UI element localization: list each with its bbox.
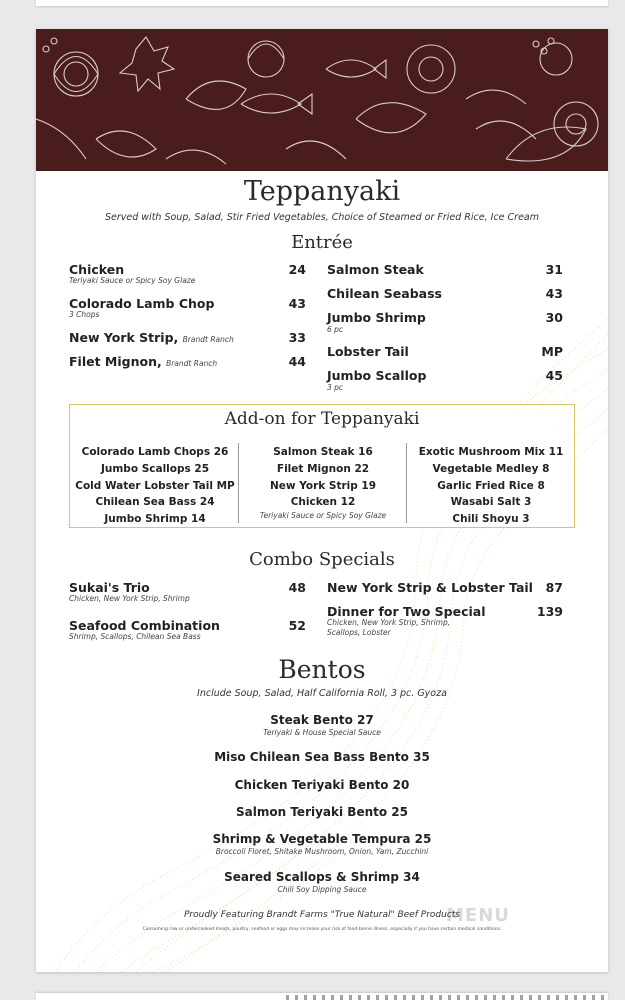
- next-page-edge: [36, 993, 608, 1000]
- menu-item-name: Jumbo Scallop: [327, 368, 427, 383]
- menu-page: [36, 29, 608, 972]
- bento-item: Shrimp & Vegetable Tempura 25: [212, 832, 432, 846]
- addon-column-3: [406, 444, 576, 528]
- menu-item-price: 48: [288, 580, 306, 595]
- menu-item-name: Chilean Seabass: [327, 286, 442, 301]
- menu-item-label: Filet Mignon,: [69, 354, 162, 369]
- bento-item-desc: Teriyaki & House Special Sauce: [263, 728, 381, 737]
- addon-item: Wasabi Salt 3: [450, 496, 532, 509]
- menu-item-name: Colorado Lamb Chop: [69, 296, 215, 311]
- menu-item-desc: Teriyaki Sauce or Spicy Soy Glaze: [69, 276, 196, 285]
- menu-item-desc: 6 pc: [327, 325, 344, 334]
- menu-item-price: 30: [545, 310, 563, 325]
- addon-box: [69, 404, 575, 528]
- menu-item-name: Dinner for Two Special: [327, 604, 486, 619]
- addon-item: New York Strip 19: [269, 479, 377, 492]
- watermark: MENU: [446, 905, 510, 926]
- menu-item-desc: Shrimp, Scallops, Chilean Sea Bass: [69, 632, 201, 641]
- menu-item-price: 87: [545, 580, 563, 595]
- menu-item-name: Chicken: [69, 262, 125, 277]
- addon-heading: Add-on for Teppanyaki: [224, 409, 420, 429]
- bento-item-desc: Broccoli Floret, Shitake Mushroom, Onion, Yam, Zucchini: [215, 847, 429, 856]
- addon-item: Chili Shoyu 3: [452, 513, 530, 526]
- addon-item: Colorado Lamb Chops 26: [81, 446, 229, 458]
- bento-item: Chicken Teriyaki Bento 20: [234, 778, 410, 792]
- menu-item-desc: Scallops, Lobster: [327, 628, 391, 637]
- addon-item: Garlic Fried Rice 8: [437, 479, 545, 492]
- menu-item-name: [69, 330, 234, 345]
- addon-item: Cold Water Lobster Tail MP: [75, 479, 235, 492]
- page-title: Teppanyaki: [243, 176, 401, 207]
- menu-item-label: New York Strip,: [69, 330, 179, 345]
- menu-item-price: 43: [545, 286, 563, 301]
- bento-item: Salmon Teriyaki Bento 25: [236, 805, 408, 819]
- menu-item-note: Brandt Ranch: [166, 359, 218, 368]
- addon-item: Vegetable Medley 8: [432, 462, 550, 475]
- menu-item-name: [69, 354, 217, 369]
- bentos-heading: Bentos: [278, 655, 366, 684]
- menu-item-desc: 3 Chops: [69, 310, 100, 319]
- menu-item-price: 52: [288, 618, 306, 633]
- menu-item-price: 24: [288, 262, 306, 277]
- menu-item-price: 139: [536, 604, 563, 619]
- menu-item-desc: 3 pc: [327, 383, 344, 392]
- addon-item: Salmon Steak 16: [273, 446, 373, 458]
- addon-column-1: [70, 444, 240, 528]
- menu-item-desc: Chicken, New York Strip, Shrimp: [69, 594, 190, 603]
- bento-item: Steak Bento 27: [270, 713, 374, 727]
- teppanyaki-subtitle: Served with Soup, Salad, Stir Fried Vegetables, Choice of Steamed or Fried Rice, Ice Cream: [104, 212, 539, 223]
- menu-item-price: MP: [541, 344, 563, 359]
- menu-item-price: 44: [288, 354, 306, 369]
- menu-item-price: 45: [545, 368, 563, 383]
- addon-item: Jumbo Scallops 25: [100, 462, 210, 475]
- fine-print: Consuming raw or undercooked meats, poultry, seafood or eggs may increase your risk of food-borne illness, especially if you have certain medical conditions.: [142, 927, 502, 932]
- menu-item-name: Salmon Steak: [327, 262, 424, 277]
- addon-item-note: Teriyaki Sauce or Spicy Soy Glaze: [259, 511, 387, 521]
- footer-note: Proudly Featuring Brandt Farms "True Natural" Beef Products: [183, 910, 461, 920]
- menu-item-price: 43: [288, 296, 306, 311]
- menu-item-note: Brandt Ranch: [182, 335, 234, 344]
- menu-item-name: Seafood Combination: [69, 618, 220, 633]
- bento-item-desc: Chili Soy Dipping Sauce: [277, 885, 367, 894]
- bento-item: Seared Scallops & Shrimp 34: [224, 870, 420, 884]
- entree-heading: Entrée: [291, 232, 353, 253]
- combo-heading: Combo Specials: [249, 549, 395, 570]
- menu-item-desc: Chicken, New York Strip, Shrimp,: [327, 618, 451, 627]
- addon-item: Exotic Mushroom Mix 11: [418, 446, 564, 458]
- menu-item-price: 31: [545, 262, 563, 277]
- addon-item: Chicken 12: [290, 496, 356, 509]
- menu-item-name: Sukai's Trio: [69, 580, 150, 595]
- addon-item: Chilean Sea Bass 24: [95, 496, 215, 509]
- menu-item-name: Lobster Tail: [327, 344, 409, 359]
- addon-item: Jumbo Shrimp 14: [104, 513, 206, 526]
- menu-item-name: Jumbo Shrimp: [327, 310, 426, 325]
- bentos-subtitle: Include Soup, Salad, Half California Roll, 3 pc. Gyoza: [197, 688, 447, 699]
- previous-page-edge: [36, 0, 608, 6]
- menu-item-price: 33: [288, 330, 306, 345]
- bento-item: Miso Chilean Sea Bass Bento 35: [214, 750, 430, 764]
- menu-item-name: New York Strip & Lobster Tail: [327, 580, 533, 595]
- addon-column-2: [238, 444, 408, 520]
- addon-item: Filet Mignon 22: [276, 462, 370, 475]
